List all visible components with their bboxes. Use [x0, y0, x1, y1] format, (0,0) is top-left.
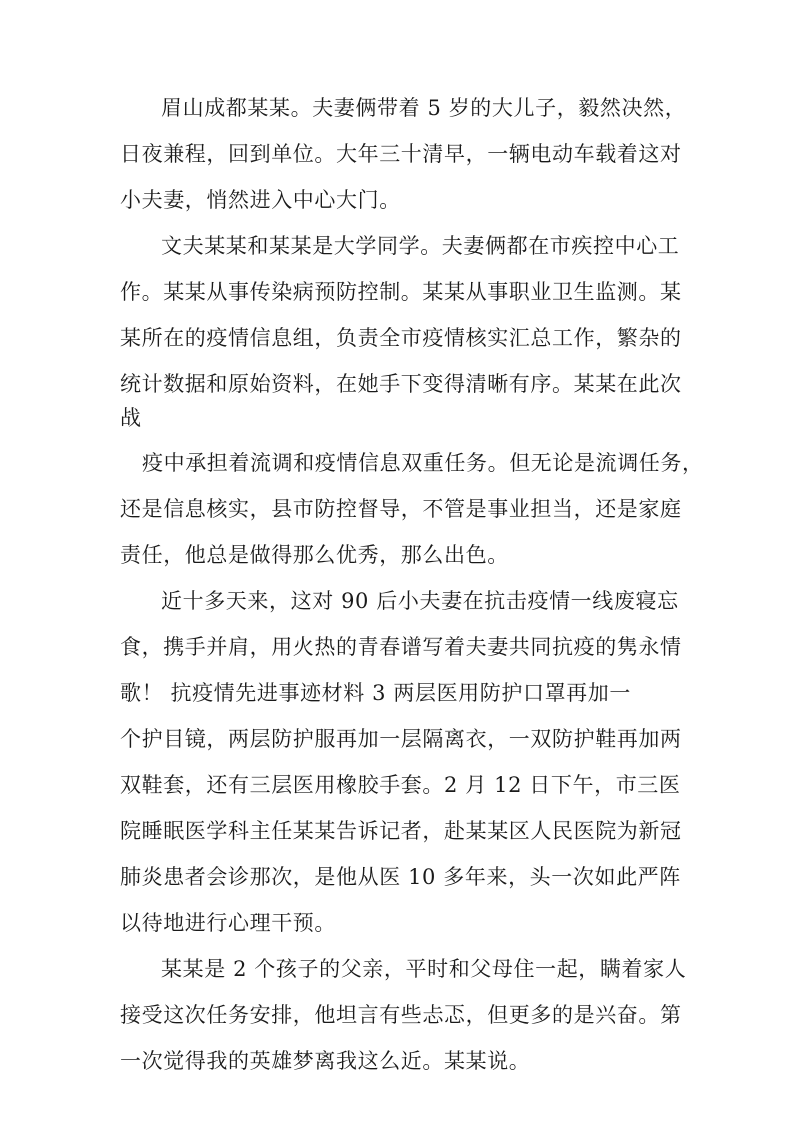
text-line: 一次觉得我的英雄梦离我这么近。某某说。: [120, 1049, 531, 1073]
text-line: 肺炎患者会诊那次，是他从医 10 多年来，头一次如此严阵: [120, 865, 681, 889]
text-line: 作。某某从事传染病预防控制。某某从事职业卫生监测。某: [120, 280, 682, 304]
text-line: 小夫妻，悄然进入中心大门。: [120, 188, 401, 212]
text-line: 统计数据和原始资料，在她手下变得清晰有序。某某在此次: [120, 372, 682, 396]
text-line: 近十多天来，这对 90 后小夫妻在抗击疫情一线废寝忘: [161, 589, 679, 613]
text-line: 还是信息核实，县市防控督导，不管是事业担当，还是家庭: [120, 497, 682, 521]
text-line: 以待地进行心理干预。: [120, 911, 336, 935]
text-line: 文夫某某和某某是大学同学。夫妻俩都在市疾控中心工: [161, 234, 680, 258]
text-line: 某所在的疫情信息组，负责全市疫情核实汇总工作，繁杂的: [120, 326, 682, 350]
text-line: 眉山成都某某。夫妻俩带着 5 岁的大儿子，毅然决然，: [161, 96, 687, 120]
text-line: 院睡眠医学科主任某某告诉记者，赴某某区人民医院为新冠: [120, 819, 682, 843]
text-line: 食，携手并肩，用火热的青春谱写着夫妻共同抗疫的隽永情: [120, 635, 682, 659]
text-line: 责任，他总是做得那么优秀，那么出色。: [120, 543, 509, 567]
text-line: 双鞋套，还有三层医用橡胶手套。2 月 12 日下午，市三医: [120, 773, 681, 797]
text-line: 战: [120, 406, 142, 430]
text-line: 接受这次任务安排，他坦言有些忐忑，但更多的是兴奋。第: [120, 1003, 682, 1027]
text-line: 歌！ 抗疫情先进事迹材料 3 两层医用防护口罩再加一: [120, 681, 631, 705]
text-line: 某某是 2 个孩子的父亲，平时和父母住一起，瞒着家人: [161, 957, 687, 981]
text-line: 个护目镜，两层防护服再加一层隔离衣，一双防护鞋再加两: [120, 727, 682, 751]
text-line: 日夜兼程，回到单位。大年三十清早，一辆电动车载着这对: [120, 142, 682, 166]
text-line: 疫中承担着流调和疫情信息双重任务。但无论是流调任务，: [142, 451, 704, 475]
